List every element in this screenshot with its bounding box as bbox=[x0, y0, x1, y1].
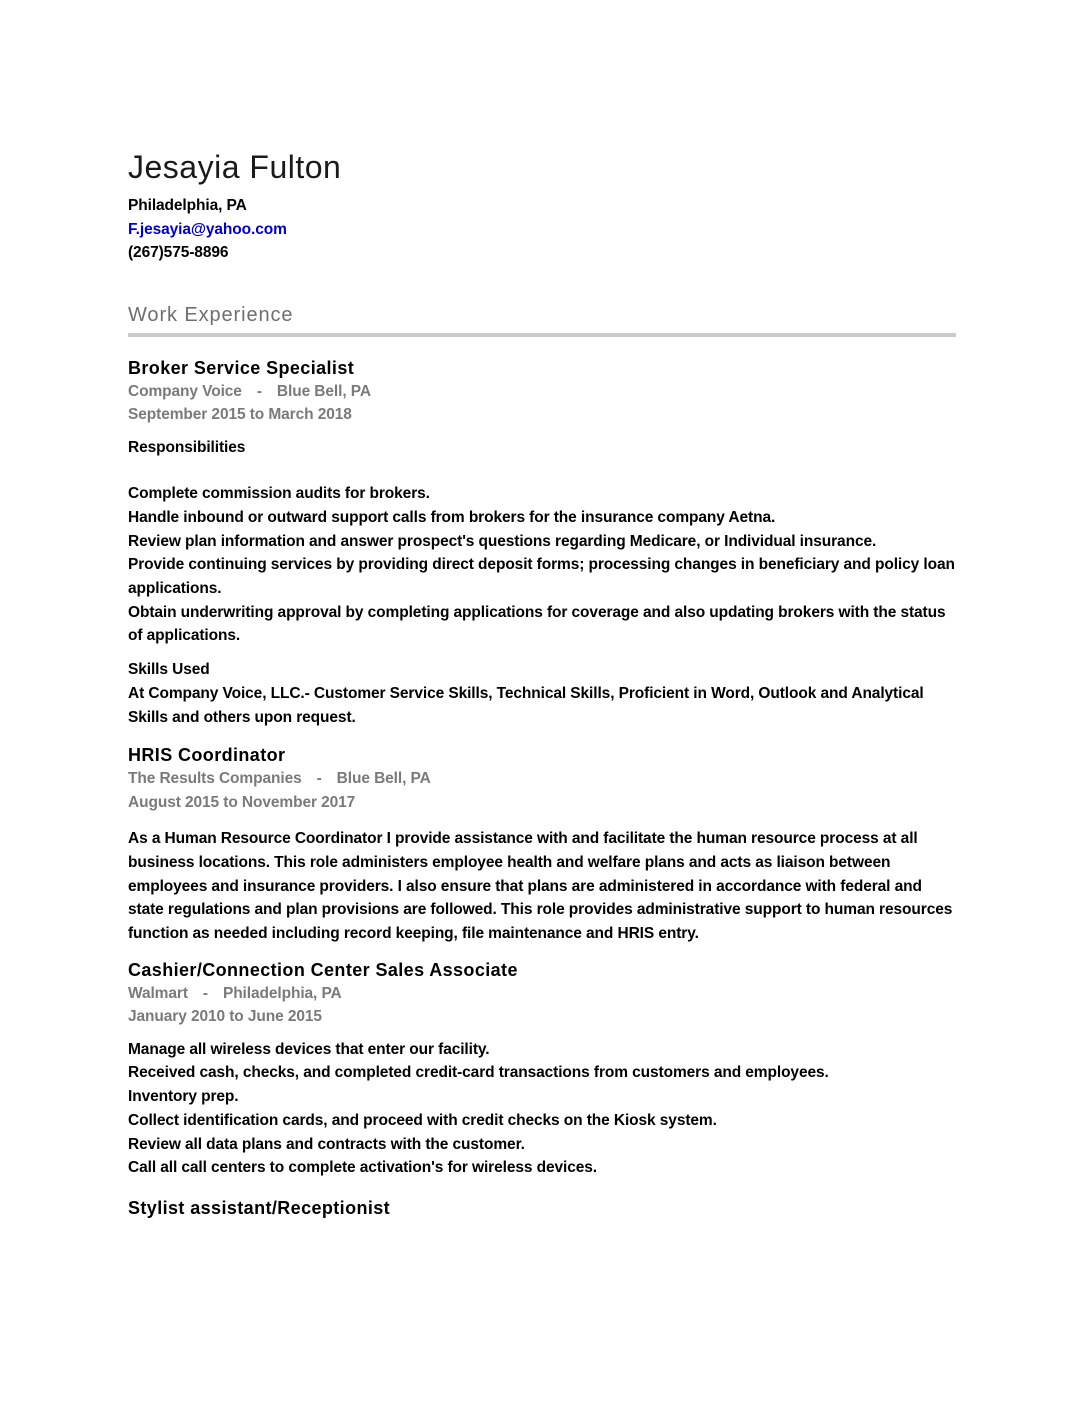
duties-list bbox=[128, 482, 960, 648]
company-name: Walmart bbox=[128, 984, 188, 1002]
job-entry-hris-coordinator bbox=[128, 744, 958, 946]
skills-used-label: Skills Used bbox=[128, 661, 210, 679]
job-company-line bbox=[128, 767, 958, 791]
candidate-name: Jesayia Fulton bbox=[128, 149, 342, 185]
email-link[interactable]: F.jesayia@yahoo.com bbox=[128, 220, 287, 238]
job-description bbox=[128, 436, 960, 730]
responsibilities-label: Responsibilities bbox=[128, 438, 246, 456]
job-dates: September 2015 to March 2018 bbox=[128, 406, 352, 423]
job-dates: August 2015 to November 2017 bbox=[128, 793, 356, 811]
separator-dash: - bbox=[202, 984, 208, 1002]
job-title: Cashier/Connection Center Sales Associate bbox=[128, 959, 518, 980]
duty-line: Received cash, checks, and completed credit-card transactions from customers and employees. bbox=[128, 1064, 829, 1082]
job-title: Broker Service Specialist bbox=[128, 357, 355, 378]
duty-line: Obtain underwriting approval by completing applications for coverage and also updating brokers with the status of applications. bbox=[128, 603, 946, 645]
duty-line: Provide continuing services by providing direct deposit forms; processing changes in beneficiary and policy loan applications. bbox=[128, 556, 955, 598]
candidate-phone: (267)575-8896 bbox=[128, 244, 229, 261]
work-experience-section bbox=[128, 304, 958, 1219]
job-title: Stylist assistant/Receptionist bbox=[128, 1197, 391, 1218]
job-title: HRIS Coordinator bbox=[128, 745, 286, 766]
section-title-work-experience: Work Experience bbox=[128, 303, 294, 326]
duty-line: Manage all wireless devices that enter our facility. bbox=[128, 1040, 490, 1058]
duty-line: Complete commission audits for brokers. bbox=[128, 485, 430, 503]
candidate-location: Philadelphia, PA bbox=[128, 197, 247, 214]
job-summary: As a Human Resource Coordinator I provide assistance with and facilitate the human resource process at all business locations. This role administers employee health and welfare plans and acts as liaison between employees and insurance providers. I also ensure that plans are administered in accordance with federal and state regulations and plan provisions are followed. This role provides administrative support to human resources function as needed including record keeping, file maintenance and HRIS entry. bbox=[128, 830, 953, 943]
skills-block bbox=[128, 658, 960, 729]
duty-line: Call all call centers to complete activation's for wireless devices. bbox=[128, 1159, 597, 1177]
company-name: The Results Companies bbox=[128, 770, 302, 788]
duties-list bbox=[128, 1038, 960, 1180]
skills-text: At Company Voice, LLC.- Customer Service Skills, Technical Skills, Proficient in Word, Outlook and Analytical Skills and others upon request. bbox=[128, 684, 924, 726]
duty-line: Inventory prep. bbox=[128, 1088, 239, 1106]
duty-line: Review all data plans and contracts with the customer. bbox=[128, 1135, 525, 1153]
duty-line: Collect identification cards, and proceed with credit checks on the Kiosk system. bbox=[128, 1111, 717, 1129]
job-entry-stylist-assistant-receptionist bbox=[128, 1197, 958, 1219]
separator-dash: - bbox=[316, 770, 322, 788]
job-entry-cashier-sales-associate bbox=[128, 959, 958, 1180]
company-name: Company Voice bbox=[128, 382, 242, 400]
duty-line: Handle inbound or outward support calls from brokers for the insurance company Aetna. bbox=[128, 508, 776, 526]
job-location: Philadelphia, PA bbox=[222, 984, 342, 1002]
resume-header bbox=[128, 148, 958, 265]
duty-line: Review plan information and answer prospect's questions regarding Medicare, or Individual insurance. bbox=[128, 532, 877, 550]
section-divider bbox=[128, 333, 956, 337]
contact-block bbox=[128, 194, 958, 265]
separator-dash: - bbox=[256, 382, 262, 400]
job-dates: January 2010 to June 2015 bbox=[128, 1008, 322, 1026]
job-location: Blue Bell, PA bbox=[276, 382, 371, 400]
job-entry-broker-service-specialist bbox=[128, 357, 958, 730]
job-location: Blue Bell, PA bbox=[336, 770, 431, 788]
job-company-line bbox=[128, 982, 958, 1006]
job-company-line bbox=[128, 380, 958, 404]
